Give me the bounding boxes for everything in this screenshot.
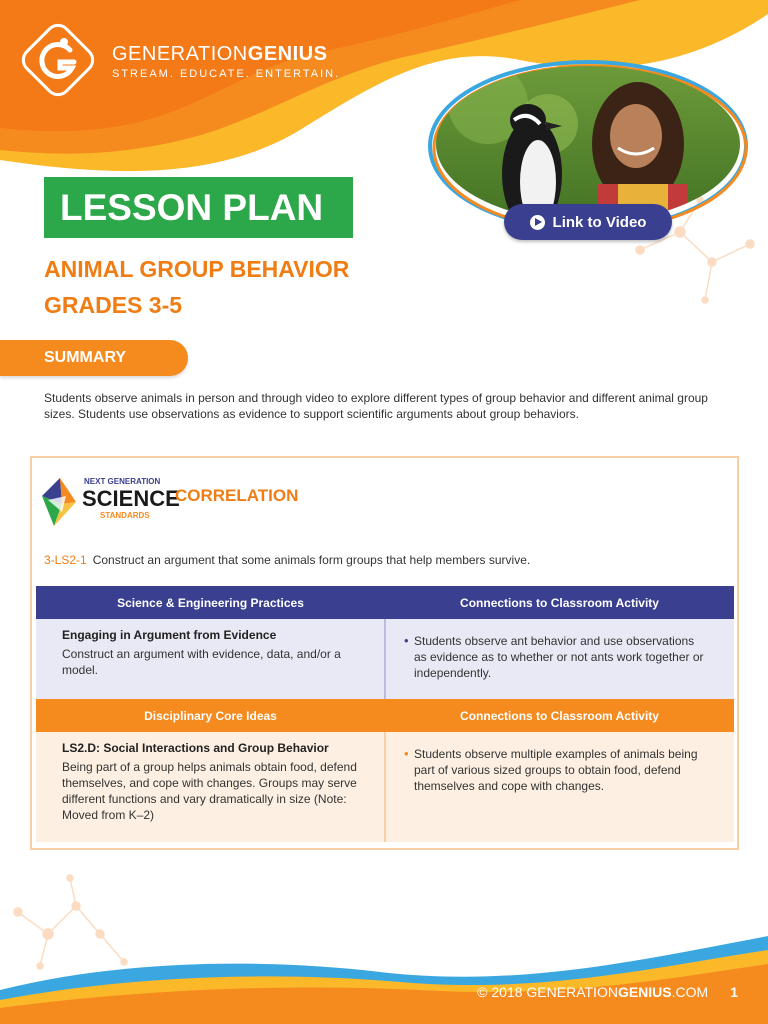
correlation-heading: CORRELATION [175,486,299,505]
standard-line [44,553,530,567]
bullet-icon: • [404,746,409,761]
summary-heading: SUMMARY [0,340,188,376]
footer [477,984,738,1000]
ngss-logo-top: NEXT GENERATION [84,477,161,486]
core-ideas-header: Disciplinary Core Ideas [36,699,385,732]
ngss-logo-main: SCIENCE [82,486,180,511]
practice-connection-cell [385,619,734,699]
core-ideas-row [36,732,734,842]
link-to-video-button[interactable] [504,204,672,240]
core-connection-cell [385,732,734,842]
list-item [404,746,708,794]
core-idea-title: LS2.D: Social Interactions and Group Behavior [62,741,329,755]
practices-connections-header: Connections to Classroom Activity [385,586,734,619]
link-to-video-label: Link to Video [552,213,647,231]
summary-text: Students observe animals in person and through video to explore different types of group behavior and different animal group sizes. Students use observations as evidence to support scientific arguments about group behaviors. [44,391,708,421]
standard-text: Construct an argument that some animals form groups that help members survive. [92,553,531,567]
practices-row [36,619,734,699]
core-ideas-header-row [36,699,734,732]
core-idea-text: Being part of a group helps animals obtain food, defend themselves, and cope with changes. Groups may serve different functions and vary dramatically in size (Note: Moved from K–2) [62,760,357,822]
practice-title: Engaging in Argument from Evidence [62,628,277,642]
lesson-title: ANIMAL GROUP BEHAVIOR [44,256,350,282]
footer-copyright: © 2018 [477,984,527,1000]
brand-tagline: STREAM. EDUCATE. ENTERTAIN. [112,68,341,80]
ngss-logo-bottom: STANDARDS [100,511,150,520]
brand-name: GENERATIONGENIUS [112,43,328,65]
play-icon [530,215,545,230]
list-item [404,633,708,681]
generation-genius-logo[interactable] [18,20,98,100]
footer-site-tld[interactable]: .COM [671,984,709,1000]
core-connection-text: Students observe multiple examples of animals being part of various sized groups to obtain food, defend themselves and cope with changes. [414,747,698,793]
lesson-plan-banner: LESSON PLAN [44,177,353,238]
practice-connection-text: Students observe ant behavior and use observations as evidence as to whether or not ants work together or independently. [414,634,704,680]
practices-header-row [36,586,734,619]
grade-range: GRADES 3-5 [44,292,183,318]
footer-site-bold[interactable]: GENIUS [617,984,672,1000]
page-number: 1 [730,984,738,1000]
ngss-logo [40,474,180,530]
practices-header: Science & Engineering Practices [36,586,385,619]
practice-cell [36,619,385,699]
practice-text: Construct an argument with evidence, data, and/or a model. [62,647,341,677]
core-connections-header: Connections to Classroom Activity [385,699,734,732]
brand-block [112,44,340,80]
core-idea-cell [36,732,385,842]
bullet-icon: • [404,633,409,648]
standard-code: 3-LS2-1 [44,553,87,567]
correlation-table [36,586,734,842]
footer-site-light[interactable]: GENERATION [526,984,618,1000]
